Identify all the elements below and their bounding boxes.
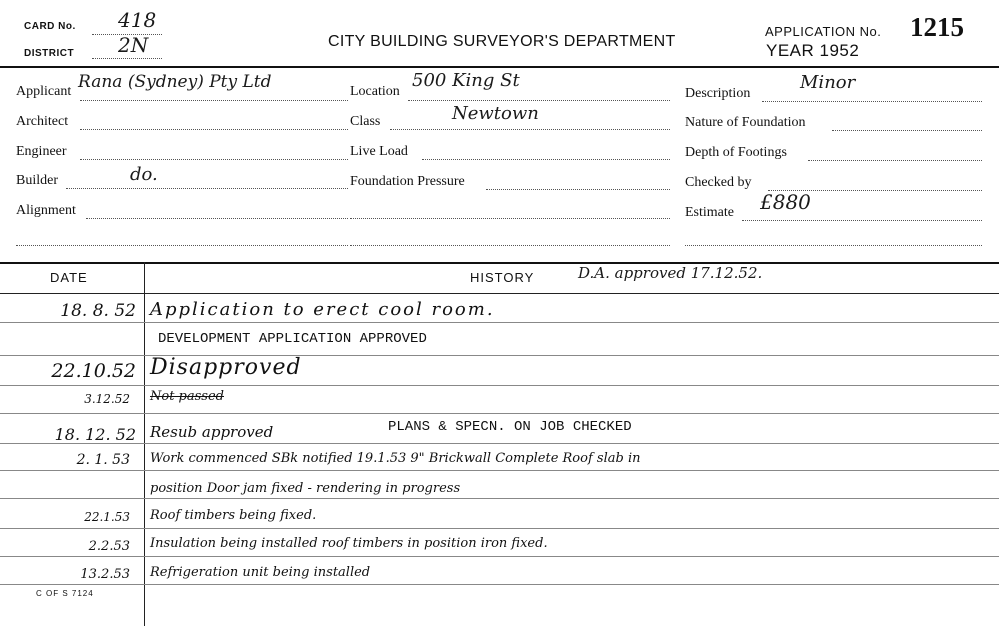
- engineer-label: Engineer: [16, 144, 67, 159]
- estimate-label: Estimate: [685, 205, 734, 220]
- entry-text-typed: DEVELOPMENT APPLICATION APPROVED: [158, 331, 427, 347]
- class-line: [390, 129, 670, 130]
- builder-value: do.: [130, 164, 158, 185]
- applicant-value: Rana (Sydney) Pty Ltd: [78, 72, 272, 92]
- engineer-line: [80, 159, 348, 160]
- rule-1: [0, 322, 999, 323]
- entry-date: 2.2.53: [88, 539, 130, 554]
- estimate-line: [742, 220, 982, 221]
- location-value: 500 King St: [412, 70, 520, 91]
- rule-6: [0, 470, 999, 471]
- date-column-header: DATE: [50, 270, 88, 285]
- year-label: YEAR 1952: [766, 41, 860, 60]
- entry-text: position Door jam fixed - rendering in progress: [150, 481, 461, 496]
- blank-line-right: [685, 245, 982, 246]
- builder-line: [66, 188, 348, 189]
- application-no-value: 1215: [910, 12, 964, 42]
- history-column-header: HISTORY: [470, 270, 535, 285]
- description-label: Description: [685, 86, 751, 101]
- nature-line: [832, 130, 982, 131]
- foundation-pressure-label: Foundation Pressure: [350, 174, 465, 189]
- description-value: Minor: [800, 72, 856, 93]
- architect-line: [80, 129, 348, 130]
- blank-line-mid-1: [350, 218, 670, 219]
- applicant-label: Applicant: [16, 84, 72, 99]
- builder-label: Builder: [16, 173, 58, 188]
- card-no-label: CARD No.: [24, 21, 76, 32]
- form-code: C OF S 7124: [36, 589, 94, 598]
- header-divider: [0, 66, 999, 68]
- rule-3: [0, 385, 999, 386]
- history-top-border: [0, 262, 999, 264]
- entry-date: 2. 1. 53: [76, 452, 130, 468]
- rule-8: [0, 528, 999, 529]
- card-no-value: 418: [118, 8, 157, 32]
- district-label: DISTRICT: [24, 48, 75, 59]
- rule-7: [0, 498, 999, 499]
- history-header-divider: [0, 293, 999, 294]
- district-line: [92, 58, 162, 59]
- entry-text: Refrigeration unit being installed: [150, 565, 371, 580]
- entry-date: 3.12.52: [84, 392, 130, 406]
- class-label: Class: [350, 114, 381, 129]
- application-no-label: APPLICATION No.: [765, 24, 882, 39]
- rule-4: [0, 413, 999, 414]
- live-load-line: [422, 159, 670, 160]
- department-title: CITY BUILDING SURVEYOR'S DEPARTMENT: [328, 33, 676, 50]
- entry-text: Work commenced SBk notified 19.1.53 9" Brickwall Complete Roof slab in: [150, 451, 641, 466]
- entry-date: 18. 8. 52: [60, 301, 136, 321]
- description-line: [762, 101, 982, 102]
- entry-date: 22.1.53: [84, 510, 130, 524]
- live-load-label: Live Load: [350, 144, 408, 159]
- nature-of-foundation-label: Nature of Foundation: [685, 115, 806, 130]
- entry-text: Application to erect cool room.: [150, 299, 495, 320]
- entry-date: 13.2.53: [80, 567, 130, 582]
- location-line: [408, 100, 670, 101]
- class-value: Newtown: [452, 103, 539, 124]
- alignment-line: [86, 218, 348, 219]
- entry-text: Roof timbers being fixed.: [150, 508, 317, 523]
- entry-text: Resub approved: [150, 423, 274, 441]
- blank-line-left: [16, 245, 348, 246]
- date-column-divider: [144, 262, 145, 626]
- estimate-value: £880: [760, 190, 811, 214]
- rule-5: [0, 443, 999, 444]
- entry-text: Insulation being installed roof timbers in position iron fixed.: [150, 536, 548, 551]
- rule-10: [0, 584, 999, 585]
- entry-date: 22.10.52: [51, 360, 136, 382]
- entry-text: Not passed: [150, 389, 224, 404]
- applicant-line: [80, 100, 348, 101]
- foundation-pressure-line: [486, 189, 670, 190]
- location-label: Location: [350, 84, 400, 99]
- entry-date: 18. 12. 52: [54, 425, 136, 444]
- blank-line-mid-2: [350, 245, 670, 246]
- district-value: 2N: [118, 33, 149, 57]
- checked-by-label: Checked by: [685, 175, 752, 190]
- alignment-label: Alignment: [16, 203, 76, 218]
- da-approved-note: D.A. approved 17.12.52.: [578, 264, 763, 282]
- depth-of-footings-label: Depth of Footings: [685, 145, 787, 160]
- rule-9: [0, 556, 999, 557]
- architect-label: Architect: [16, 114, 69, 129]
- depth-line: [808, 160, 982, 161]
- entry-text-typed: PLANS & SPECN. ON JOB CHECKED: [388, 419, 632, 435]
- entry-text: Disapproved: [150, 355, 302, 380]
